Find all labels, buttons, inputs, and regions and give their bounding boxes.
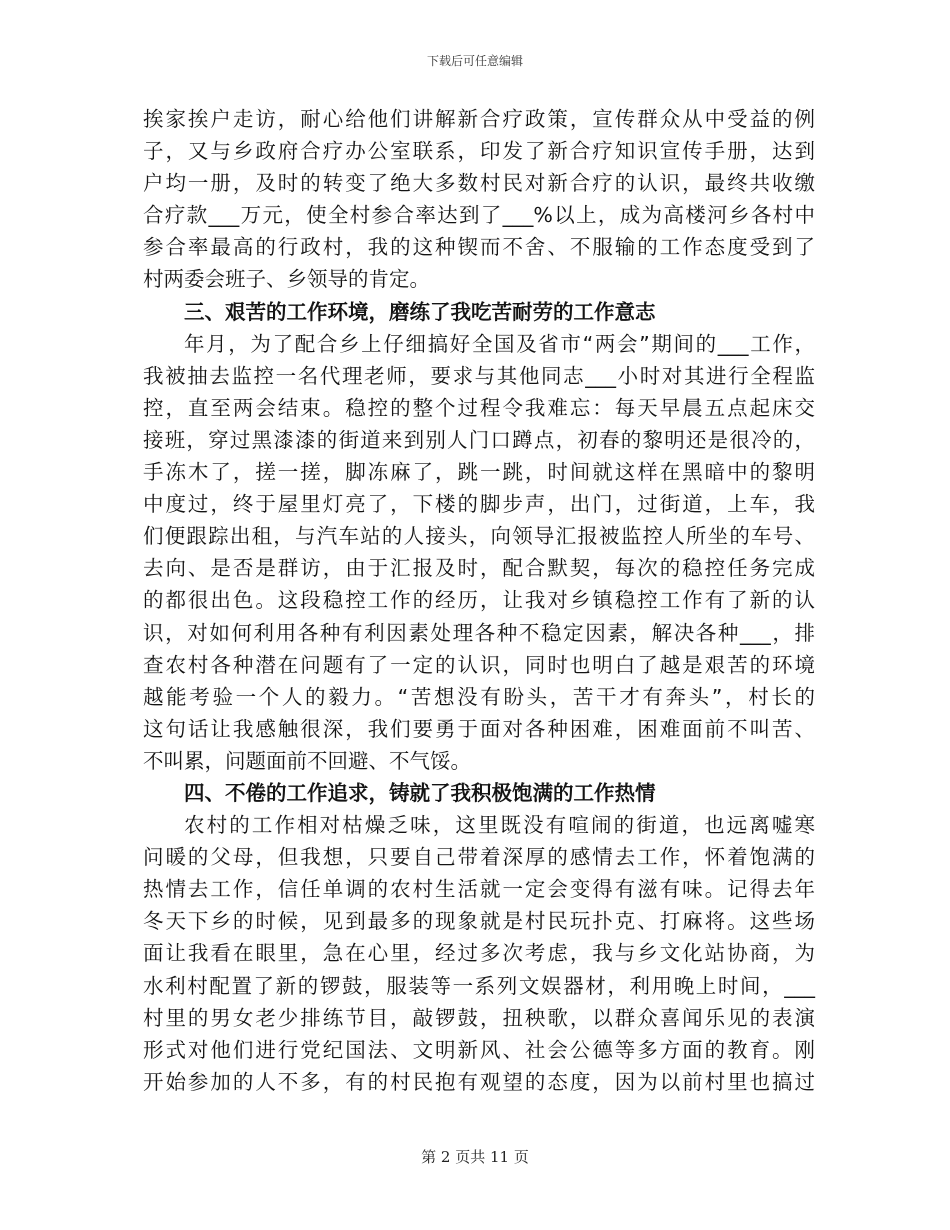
body-line: 这句话让我感触很深，我们要勇于面对各种困难，困难面前不叫苦、 xyxy=(143,716,815,741)
body-line: 我被抽去监控一名代理老师，要求与其他同志___小时对其进行全程监 xyxy=(143,363,815,388)
body-line: 问暖的父母，但我想，只要自己带着深厚的感情去工作，怀着饱满的 xyxy=(143,845,815,870)
body-line: 开始参加的人不多，有的村民抱有观望的态度，因为以前村里也搞过 xyxy=(143,1069,815,1094)
body-line: 越能考验一个人的毅力。“苦想没有盼头，苦干才有奔头”，村长的 xyxy=(143,684,815,709)
page-header: 下载后可任意编辑 xyxy=(426,54,523,68)
body-line: 接班，穿过黑漆漆的街道来到别人门口蹲点，初春的黎明还是很冷的， xyxy=(143,427,815,452)
body-line: 村两委会班子、乡领导的肯定。 xyxy=(143,267,430,292)
section-heading: 三、艰苦的工作环境，磨练了我吃苦耐劳的工作意志 xyxy=(184,299,656,324)
body-line: 子，又与乡政府合疗办公室联系，印发了新合疗知识宣传手册，达到 xyxy=(143,139,815,164)
section-heading: 四、不倦的工作追求，铸就了我积极饱满的工作热情 xyxy=(184,780,656,805)
body-line: 去向、是否是群访，由于汇报及时，配合默契，每次的稳控任务完成 xyxy=(143,556,815,581)
body-line: 挨家挨户走访，耐心给他们讲解新合疗政策，宣传群众从中受益的例 xyxy=(143,107,815,131)
body-line: 面让我看在眼里，急在心里，经过多次考虑，我与乡文化站协商，为 xyxy=(143,941,815,966)
body-line: 控，直至两会结束。稳控的整个过程令我难忘：每天早晨五点起床交 xyxy=(143,395,815,420)
body-line: 中度过，终于屋里灯亮了，下楼的脚步声，出门，过街道，上车，我 xyxy=(143,492,815,517)
body-line: 手冻木了，搓一搓，脚冻麻了，跳一跳，时间就这样在黑暗中的黎明 xyxy=(143,460,815,485)
body-line: 的都很出色。这段稳控工作的经历，让我对乡镇稳控工作有了新的认 xyxy=(143,588,815,613)
document-body xyxy=(143,103,815,1098)
body-line: 查农村各种潜在问题有了一定的认识，同时也明白了越是艰苦的环境 xyxy=(143,652,815,677)
body-line: 参合率最高的行政村，我的这种锲而不舍、不服输的工作态度受到了 xyxy=(143,235,815,260)
body-line: 水利村配置了新的锣鼓，服装等一系列文娱器材，利用晚上时间，___ xyxy=(143,973,815,998)
body-line: 冬天下乡的时候，见到最多的现象就是村民玩扑克、打麻将。这些场 xyxy=(143,909,815,934)
body-line: 热情去工作，信任单调的农村生活就一定会变得有滋有味。记得去年 xyxy=(143,877,815,902)
body-line: 不叫累，问题面前不回避、不气馁。 xyxy=(143,748,471,773)
body-line: 合疗款___万元，使全村参合率达到了___%以上，成为高楼河乡各村中 xyxy=(143,203,815,228)
body-line: 们便跟踪出租，与汽车站的人接头，向领导汇报被监控人所坐的车号、 xyxy=(143,524,815,549)
body-line: 识，对如何利用各种有利因素处理各种不稳定因素，解决各种___，排 xyxy=(143,620,815,645)
body-line: 村里的男女老少排练节目，敲锣鼓，扭秧歌，以群众喜闻乐见的表演 xyxy=(143,1005,815,1030)
body-line: 农村的工作相对枯燥乏味，这里既没有喧闹的街道，也远离嘘寒 xyxy=(184,813,815,838)
page-footer: 第 2 页共 11 页 xyxy=(421,1148,529,1166)
body-line: 年月，为了配合乡上仔细搞好全国及省市“两会”期间的___工作， xyxy=(184,331,815,356)
body-line: 形式对他们进行党纪国法、文明新风、社会公德等多方面的教育。刚 xyxy=(143,1037,815,1062)
body-line: 户均一册，及时的转变了绝大多数村民对新合疗的认识，最终共收缴 xyxy=(143,171,815,196)
